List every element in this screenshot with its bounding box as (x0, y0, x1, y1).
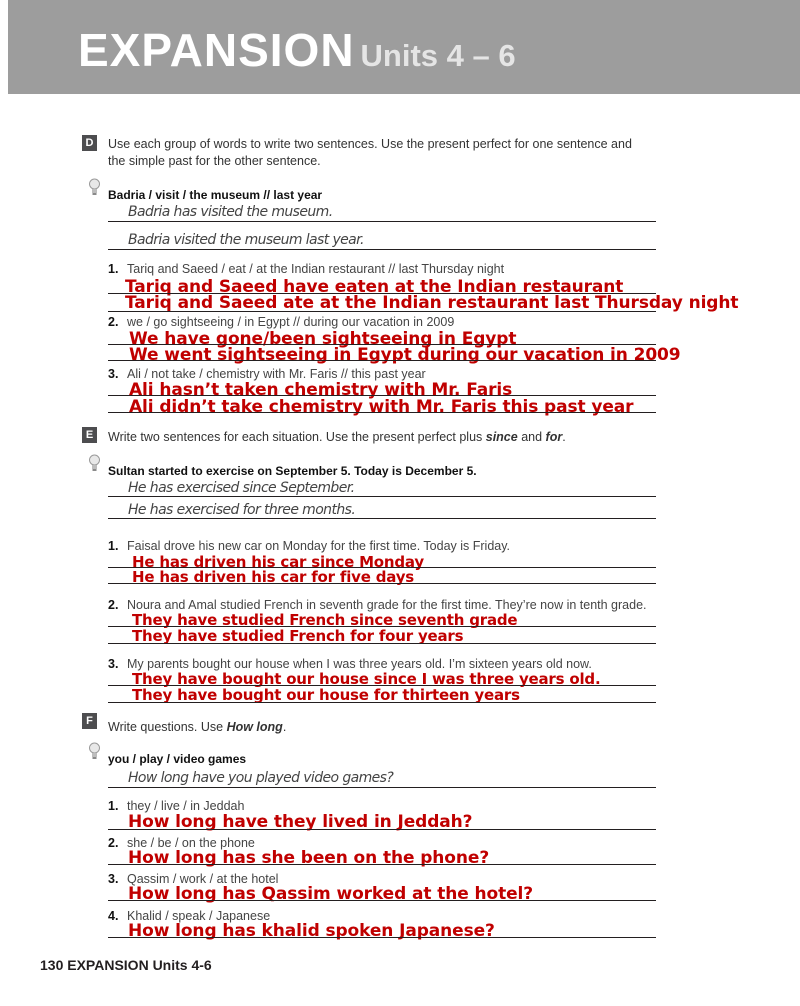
lightbulb-icon (88, 454, 101, 472)
example-answer: Badria has visited the museum. (128, 204, 333, 220)
answer-text: How long has Qassim worked at the hotel? (128, 884, 534, 904)
lightbulb-icon (88, 742, 101, 760)
answer-line (108, 583, 656, 584)
page-title: EXPANSION Units 4 – 6 (78, 24, 516, 76)
answer-text: He has driven his car for five days (132, 568, 415, 586)
page-footer (40, 957, 212, 973)
item-number: 4. (108, 909, 119, 923)
item-prompt: they / live / in Jeddah (127, 799, 245, 813)
answer-line (108, 643, 656, 644)
item-number: 3. (108, 872, 119, 886)
answer-text: Ali hasn’t taken chemistry with Mr. Faris (129, 380, 513, 400)
answer-text: Tariq and Saeed have eaten at the Indian restaurant (125, 277, 624, 297)
item-number: 2. (108, 598, 119, 612)
item-number: 2. (108, 315, 119, 329)
example-answer: He has exercised for three months. (128, 502, 356, 518)
answer-line (108, 864, 656, 865)
section-f-label: F (82, 713, 97, 729)
item-prompt: we / go sightseeing / in Egypt // during our vacation in 2009 (127, 315, 455, 329)
answer-line (108, 221, 656, 222)
answer-line (108, 937, 656, 938)
section-d-label: D (82, 135, 97, 151)
answer-text: How long have they lived in Jeddah? (128, 812, 473, 832)
answer-line (108, 311, 656, 312)
answer-text: We have gone/been sightseeing in Egypt (129, 329, 517, 349)
item-prompt: Tariq and Saeed / eat / at the Indian restaurant // last Thursday night (127, 262, 505, 276)
page-number: 130 (40, 957, 64, 973)
answer-line (108, 787, 656, 788)
answer-text: He has driven his car since Monday (132, 553, 424, 571)
item-prompt: she / be / on the phone (127, 836, 255, 850)
answer-text: They have bought our house for thirteen years (132, 686, 520, 704)
item-prompt: Faisal drove his new car on Monday for the first time. Today is Friday. (127, 539, 511, 553)
example-prompt: Badria / visit / the museum // last year (108, 188, 323, 202)
example-prompt: you / play / video games (108, 752, 247, 766)
answer-text: They have studied French since seventh grade (132, 611, 518, 629)
answer-text: We went sightseeing in Egypt during our vacation in 2009 (129, 345, 681, 365)
answer-text: How long has khalid spoken Japanese? (128, 921, 495, 941)
page-subtitle: Units 4 – 6 (360, 38, 516, 73)
answer-line (108, 412, 656, 413)
answer-line (108, 702, 656, 703)
answer-text: Tariq and Saeed ate at the Indian restaurant last Thursday night (125, 293, 739, 313)
answer-line (108, 249, 656, 250)
item-prompt: My parents bought our house when I was three years old. I’m sixteen years old now. (127, 657, 592, 671)
section-f-instruction: Write questions. Use How long. (108, 720, 287, 734)
item-prompt: Noura and Amal studied French in seventh grade for the first time. They’re now in tenth grade. (127, 598, 647, 612)
section-e-instruction: Write two sentences for each situation. Use the present perfect plus since and for. (108, 430, 566, 444)
answer-text: Ali didn’t take chemistry with Mr. Faris this past year (129, 397, 634, 417)
item-number: 2. (108, 836, 119, 850)
answer-line (108, 829, 656, 830)
example-prompt: Sultan started to exercise on September 5. Today is December 5. (108, 464, 477, 478)
item-prompt: Khalid / speak / Japanese (127, 909, 271, 923)
answer-text: They have bought our house since I was three years old. (132, 670, 601, 688)
answer-text: They have studied French for four years (132, 627, 464, 645)
lightbulb-icon (88, 178, 101, 196)
item-number: 1. (108, 539, 119, 553)
answer-line (108, 496, 656, 497)
answer-text: How long has she been on the phone? (128, 848, 490, 868)
answer-line (108, 518, 656, 519)
answer-line (108, 360, 656, 361)
page-header (8, 0, 800, 94)
example-answer: How long have you played video games? (128, 770, 394, 786)
item-number: 3. (108, 367, 119, 381)
section-e-label: E (82, 427, 97, 443)
item-prompt: Qassim / work / at the hotel (127, 872, 279, 886)
example-answer: He has exercised since September. (128, 480, 355, 496)
example-answer: Badria visited the museum last year. (128, 232, 364, 248)
answer-line (108, 900, 656, 901)
item-prompt: Ali / not take / chemistry with Mr. Faris // this past year (127, 367, 426, 381)
section-d-instruction: Use each group of words to write two sentences. Use the present perfect for one sentence and the simple past for the other sentence. (108, 137, 632, 168)
item-number: 1. (108, 262, 119, 276)
answer-line (108, 395, 656, 396)
footer-label: EXPANSION Units 4-6 (67, 957, 212, 973)
item-number: 3. (108, 657, 119, 671)
item-number: 1. (108, 799, 119, 813)
